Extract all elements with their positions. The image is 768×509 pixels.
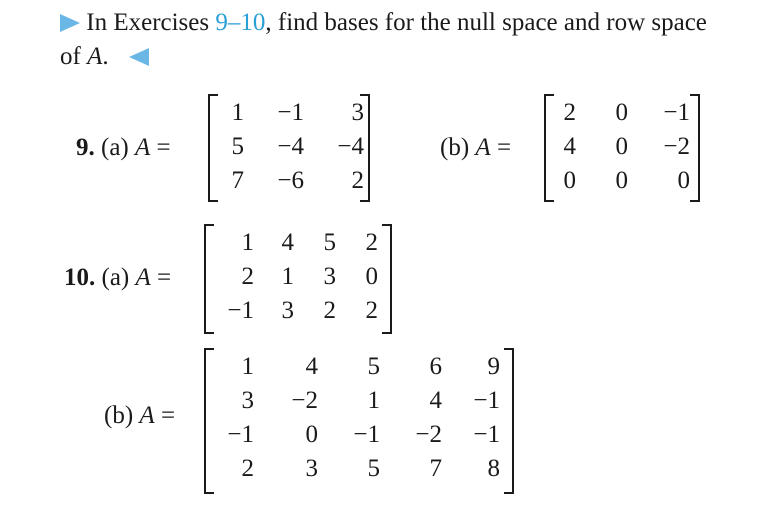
matrix-10b — [214, 350, 500, 486]
exercise-9a-label: 9. (a) A = — [76, 134, 171, 161]
matrix-row — [552, 164, 690, 198]
matrix-cell: 1 — [241, 229, 254, 256]
matrix-row — [552, 130, 690, 164]
triangle-left-icon — [129, 48, 149, 66]
matrix-row — [218, 130, 364, 164]
triangle-right-icon — [60, 14, 80, 32]
matrix-cell: 2 — [241, 263, 254, 290]
matrix-cell: 1 — [241, 353, 254, 380]
matrix-cell: 1 — [281, 263, 294, 290]
matrix-cell: 7 — [429, 455, 442, 482]
instructions-line2: of A. — [60, 42, 149, 72]
matrix-9a-left-bracket — [208, 94, 218, 202]
matrix-cell: −1 — [353, 421, 380, 448]
matrix-10b-left-bracket — [204, 348, 214, 494]
matrix-10a-right-bracket — [382, 224, 392, 334]
matrix-row — [214, 350, 500, 384]
matrix-cell: 0 — [305, 421, 318, 448]
matrix-cell: 5 — [231, 133, 244, 160]
matrix-row — [218, 164, 364, 198]
matrix-cell: 0 — [615, 167, 628, 194]
matrix-cell: 2 — [241, 455, 254, 482]
matrix-cell: 3 — [241, 387, 254, 414]
matrix-cell: 1 — [367, 387, 380, 414]
matrix-cell: 8 — [487, 455, 500, 482]
matrix-cell: 4 — [281, 229, 294, 256]
matrix-cell: −1 — [663, 99, 690, 126]
matrix-cell: 3 — [351, 99, 364, 126]
matrix-cell: 4 — [305, 353, 318, 380]
matrix-10b-right-bracket — [504, 348, 514, 494]
matrix-cell: −2 — [663, 133, 690, 160]
matrix-row — [552, 96, 690, 130]
matrix-cell: −6 — [277, 167, 304, 194]
matrix-row — [214, 226, 378, 260]
matrix-row — [218, 96, 364, 130]
matrix-row — [214, 452, 500, 486]
exercise-range-link[interactable]: 9–10 — [215, 9, 266, 36]
matrix-cell: 1 — [231, 99, 244, 126]
matrix-cell: 4 — [429, 387, 442, 414]
instructions — [60, 8, 707, 38]
matrix-cell: −1 — [473, 421, 500, 448]
matrix-cell: −1 — [227, 297, 254, 324]
matrix-cell: 2 — [351, 167, 364, 194]
matrix-cell: 5 — [367, 353, 380, 380]
matrix-cell: 0 — [677, 167, 690, 194]
matrix-9b — [552, 96, 690, 198]
matrix-cell: 0 — [615, 133, 628, 160]
matrix-row — [214, 418, 500, 452]
matrix-cell: 5 — [367, 455, 380, 482]
matrix-row — [214, 384, 500, 418]
matrix-cell: 2 — [563, 99, 576, 126]
matrix-cell: −1 — [277, 99, 304, 126]
matrix-9b-right-bracket — [690, 94, 700, 202]
matrix-cell: 4 — [563, 133, 576, 160]
matrix-row — [214, 294, 378, 328]
intro-text-before: In Exercises — [86, 9, 216, 36]
matrix-cell: 2 — [323, 297, 336, 324]
matrix-cell: −1 — [473, 387, 500, 414]
exercise-9b-label: (b) A = — [440, 134, 512, 161]
matrix-cell: 9 — [487, 353, 500, 380]
matrix-cell: 3 — [323, 263, 336, 290]
matrix-cell: 2 — [365, 229, 378, 256]
matrix-cell: 3 — [305, 455, 318, 482]
exercise-10a-label: 10. (a) A = — [64, 264, 172, 291]
exercise-10b-label: (b) A = — [104, 402, 176, 429]
matrix-row — [214, 260, 378, 294]
intro-text-after: , find bases for the null space and row space — [265, 9, 707, 36]
matrix-cell: 6 — [429, 353, 442, 380]
matrix-cell: 0 — [563, 167, 576, 194]
matrix-cell: −4 — [277, 133, 304, 160]
matrix-cell: −2 — [415, 421, 442, 448]
matrix-cell: 7 — [231, 167, 244, 194]
matrix-10a — [214, 226, 378, 328]
matrix-cell: 3 — [281, 297, 294, 324]
matrix-cell: 5 — [323, 229, 336, 256]
matrix-cell: 0 — [365, 263, 378, 290]
matrix-9a — [218, 96, 364, 198]
matrix-10a-left-bracket — [204, 224, 214, 334]
matrix-cell: −1 — [227, 421, 254, 448]
matrix-cell: 0 — [615, 99, 628, 126]
matrix-cell: 2 — [365, 297, 378, 324]
matrix-cell: −4 — [337, 133, 364, 160]
matrix-cell: −2 — [291, 387, 318, 414]
